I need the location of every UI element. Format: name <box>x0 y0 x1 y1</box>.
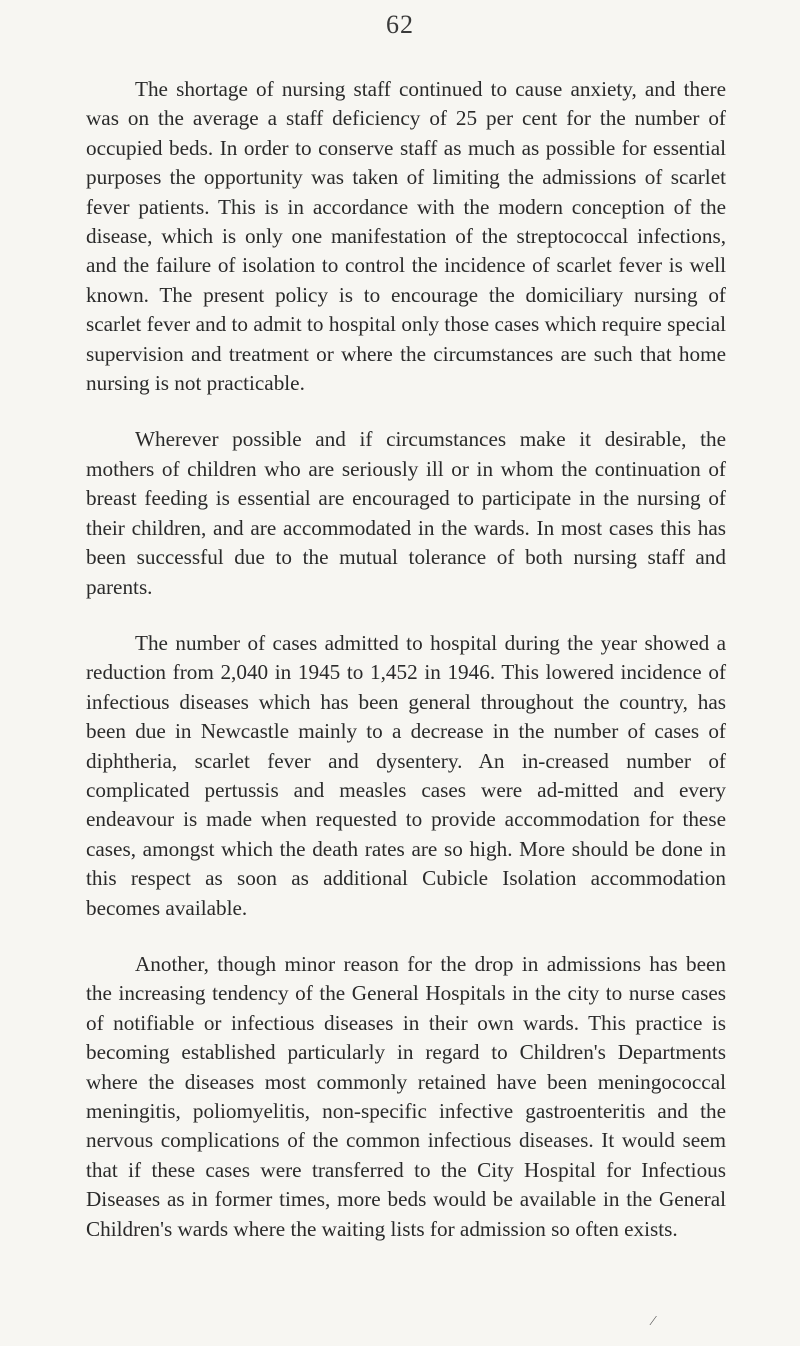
paragraph-nursing-staff: The shortage of nursing staff continued to cause anxiety, and there was on the average a staff deficiency of 25 per cent for the number of occupied beds. In order to conserve staff as much as possible for essential purposes the opportunity was taken of limiting the admissions of scarlet fever patients. This is in accordance with the modern conception of the disease, which is only one manifestation of the streptococcal infections, and the failure of isolation to control the incidence of scarlet fever is well known. The present policy is to encourage the domiciliary nursing of scarlet fever and to admit to hospital only those cases which require special supervision and treatment or where the circumstances are such that home nursing is not practicable. <box>86 77 726 396</box>
document-body <box>86 75 726 1271</box>
paragraph-mothers-participation: Wherever possible and if circumstances make it desirable, the mothers of children who are seriously ill or in whom the continuation of breast feeding is essential are encouraged to participate in the nursing of their children, and are accommodated in the wards. In most cases this has been successful due to the mutual tolerance of both nursing staff and parents. <box>86 427 726 599</box>
paragraph-admissions-reduction: The number of cases admitted to hospital during the year showed a reduction from 2,040 in 1945 to 1,452 in 1946. This lowered incidence of infectious diseases which has been general throughout the country, has been due in Newcastle mainly to a decrease in the number of cases of diphtheria, scarlet fever and dysentery. An in-creased number of complicated pertussis and measles cases were ad-mitted and every endeavour is made when requested to provide accommodation for these cases, amongst which the death rates are so high. More should be done in this respect as soon as additional Cubicle Isolation accommodation becomes available. <box>86 630 726 920</box>
page-number: 62 <box>386 10 414 39</box>
stray-ink-mark: ⁄ <box>652 1314 655 1329</box>
paragraph-general-hospitals: Another, though minor reason for the drop in admissions has been the increasing tendency of the General Hospitals in the city to nurse cases of notifiable or infectious diseases in their own wards. This practice is becoming established particularly in regard to Children's Departments where the diseases most commonly retained have been meningococcal meningitis, poliomyelitis, non-specific infective gastroenteritis and the nervous complications of the common infectious diseases. It would seem that if these cases were transferred to the City Hospital for Infectious Diseases as in former times, more beds would be available in the General Children's wards where the waiting lists for admission so often exists. <box>86 951 726 1241</box>
